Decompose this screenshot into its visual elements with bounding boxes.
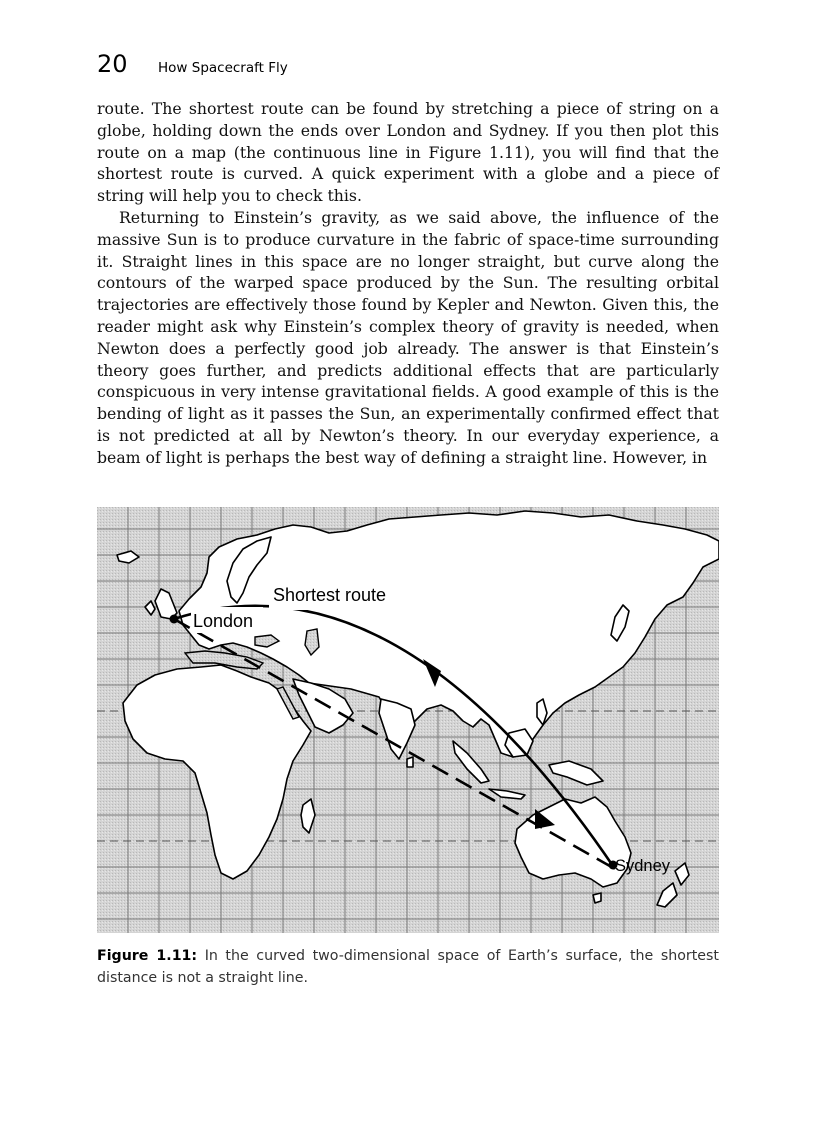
sydney-label: Sydney — [615, 857, 671, 875]
sri-lanka — [407, 757, 413, 767]
london-marker — [170, 615, 179, 624]
paragraph: route. The shortest route can be found by stretching a piece of string on a globe, holding down the ends over London and Sydney. If you then plot this route on a map (the continuous line in Figure 1.11), you will find that the shortest route is curved. A quick experiment with a globe and a piece of string will help you to check this. — [97, 99, 719, 206]
page-number: 20 — [97, 50, 128, 78]
figure-map — [97, 507, 719, 933]
figure-caption — [97, 946, 719, 989]
running-title: How Spacecraft Fly — [158, 60, 288, 76]
body-text — [97, 98, 719, 469]
caption-text: In the curved two-dimensional space of Earth’s surface, the shortest distance is not a straight line. — [97, 948, 719, 986]
world-map — [97, 507, 719, 933]
london-label: London — [193, 611, 254, 631]
paragraph: Returning to Einstein’s gravity, as we said above, the influence of the massive Sun is to produce curvature in the fabric of space-time surrounding it. Straight lines in this space are no longer straight, but curve along the contours of the warped space produced by the Sun. The resulting orbital trajectories are effectively those found by Kepler and Newton. Given this, the reader might ask why Einstein’s complex theory of gravity is needed, when Newton does a perfectly good job already. The answer is that Einstein’s theory goes further, and predicts additional effects that are particularly conspicuous in very intense gravitational fields. A good example of this is the bending of light as it passes the Sun, an experimentally confirmed effect that is not predicted at all by Newton’s theory. In our everyday experience, a beam of light is perhaps the best way of defining a straight line. However, in — [97, 207, 719, 467]
caption-label: Figure 1.11: — [97, 948, 198, 964]
page-header — [97, 50, 719, 84]
shortest-route-label: Shortest route — [273, 585, 387, 605]
tasmania — [593, 893, 601, 903]
